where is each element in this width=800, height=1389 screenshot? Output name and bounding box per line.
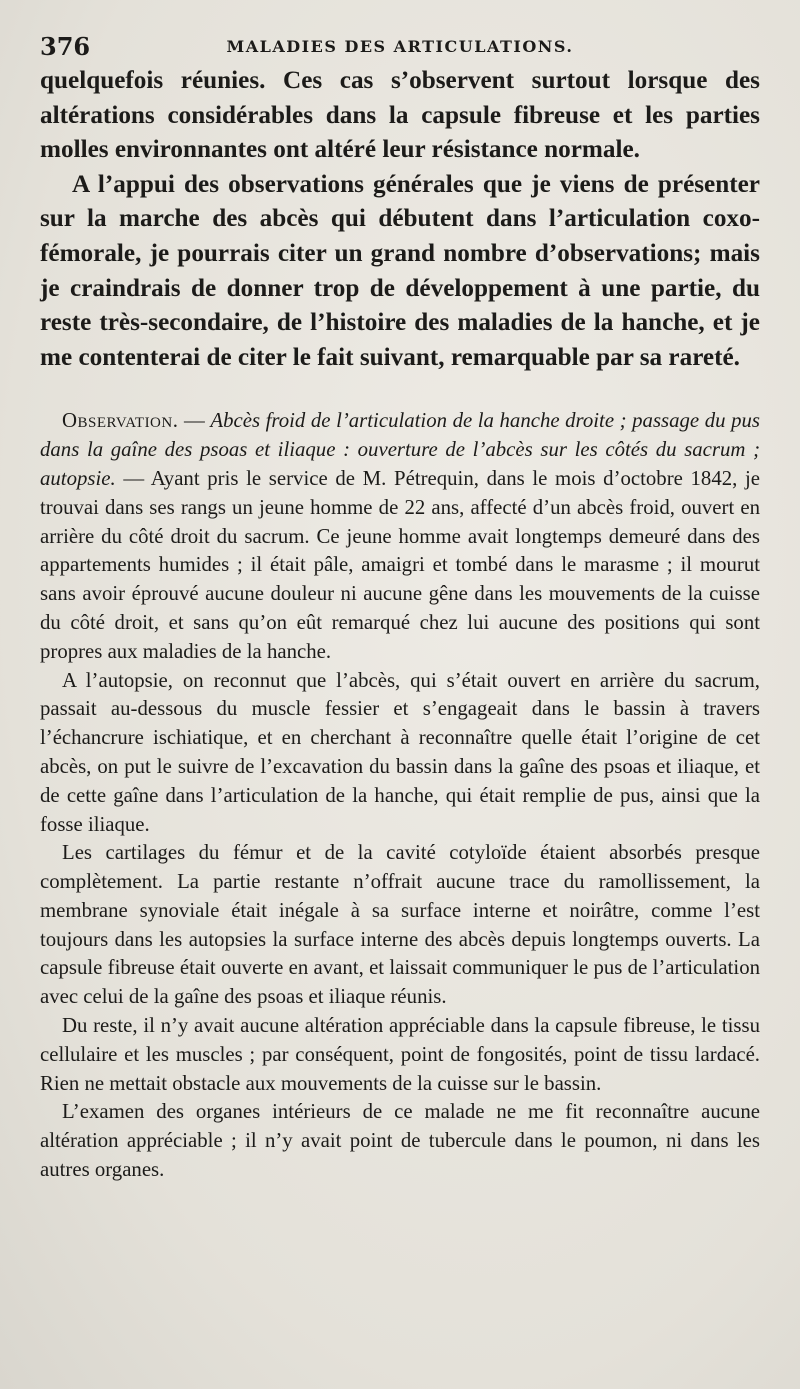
observation-paragraph: Du reste, il n’y avait aucune altération appréciable dans la capsule fibreuse, le tissu cellulaire et les muscles ; par conséquent, point de fongosités, point de tissu lardacé. Rien ne mettait obstacle aux mouvements de la cuisse sur le bassin. (40, 1014, 760, 1095)
paragraph-continued: quelquefois réunies. Ces cas s’observent surtout lorsque des altérations considérables dans la capsule fibreuse et les parties molles environnantes ont altéré leur résistance normale. (40, 67, 760, 164)
observation-paragraph: Les cartilages du fémur et de la cavité cotyloïde étaient absorbés presque complètement. La partie restante n’offrait aucune trace du ramollissement, la membrane synoviale était inégale à sa surface interne et noirâtre, comme l’est toujours dans les autopsies la surface interne des abcès depuis longtemps ouverts. La capsule fibreuse était ouverte en avant, et laissait communiquer le pus de l’articulation avec celui de la gaîne des psoas et iliaque réunis. (40, 841, 760, 1009)
observation-paragraph: L’examen des organes intérieurs de ce malade ne me fit reconnaître aucune altération appréciable ; il n’y avait point de tubercule dans le poumon, ni dans les autres organes. (40, 1100, 760, 1182)
observation-text: Ayant pris le service de M. Pétrequin, dans le mois d’octobre 1842, je trouvai dans ses rangs un jeune homme de 22 ans, affecté d’un abcès froid, ouvert en arrière du côté droit du sacrum. Ce jeune homme avait longtemps demeuré dans des appartements humides ; il était pâle, amaigri et tombé dans le marasme ; il mourut sans avoir éprouvé aucune douleur ni aucune gêne dans les mouvements de la cuisse du côté droit, et sans qu’on eût remarqué chez lui aucune des positions qui sont propres aux maladies de la hanche. (40, 466, 760, 663)
page-number: 376 (40, 32, 91, 61)
observation-paragraph (40, 407, 760, 666)
paragraph: A l’appui des observations générales que je viens de présenter sur la marche des abcès qui débutent dans l’articulation coxo-fémorale, je pourrais citer un grand nombre d’observations; mais je craindrais de donner trop de développement à une partie, du reste très-secondaire, de l’histoire des maladies de la hanche, et je me contenterai de citer le fait suivant, remarquable par sa rareté. (40, 170, 760, 371)
dash: — (115, 466, 151, 490)
observation-section (40, 407, 760, 1185)
running-title: MALADIES DES ARTICULATIONS. (226, 37, 574, 56)
dash: — (178, 409, 211, 433)
observation-label: Observation. (62, 409, 179, 433)
main-text (40, 64, 760, 375)
observation-heading: Abcès froid de l’articulation de la hanche droite ; passage du pus dans la gaîne des psoas et iliaque : ouverture de l’abcès sur les côtés du sacrum ; autopsie. (40, 409, 760, 490)
observation-paragraph: A l’autopsie, on reconnut que l’abcès, qui s’était ouvert en arrière du sacrum, passait au-dessous du muscle fessier et s’engageait dans le bassin à travers l’échancrure ischiatique, et en cherchant à reconnaître quelle était l’origine de cet abcès, on put le suivre de l’excavation du bassin dans la gaîne des psoas et iliaque, et de cette gaîne dans l’articulation de la hanche, qui était remplie de pus, ainsi que la fosse iliaque. (40, 668, 760, 836)
running-head (40, 30, 760, 64)
